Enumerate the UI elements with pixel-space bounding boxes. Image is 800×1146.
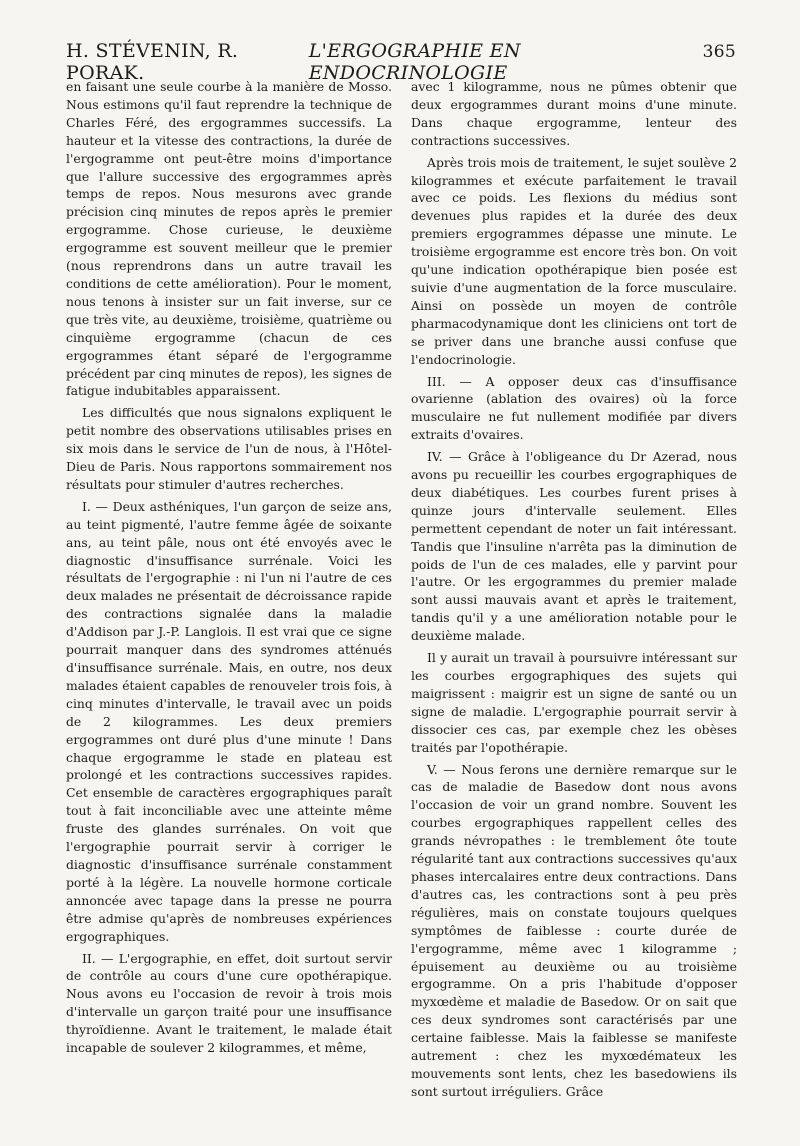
running-header <box>66 40 736 84</box>
header-authors: H. STÉVENIN, R. PORAK. <box>66 40 239 84</box>
paragraph: avec 1 kilogramme, nous ne pûmes obtenir que deux ergogrammes durant moins d'une minute. Dans chaque ergogramme, lenteur des contractions successives. <box>411 79 737 148</box>
right-column <box>411 78 737 1101</box>
paragraph: Les difficultés que nous signalons expliquent le petit nombre des observations utilisables prises en six mois dans le service de l'un de nous, à l'Hôtel-Dieu de Paris. Nous rapportons sommairement nos résultats pour stimuler d'autres recherches. <box>66 405 392 492</box>
paragraph: I. — Deux asthéniques, l'un garçon de seize ans, au teint pigmenté, l'autre femme âgée de soixante ans, au teint pâle, nous ont été envoyés avec le diagnostic d'insuffisance surrénale. Voici les résultats de l'ergographie : ni l'un ni l'autre de ces deux malades ne présentait de décroissance rapide des contractions signalée dans la maladie d'Addison par J.-P. Langlois. Il est vrai que ce signe pourrait manquer dans des syndromes atténués d'insuffisance surrénale. Mais, en outre, nos deux malades étaient capables de renouveler trois fois, à cinq minutes d'intervalle, le travail avec un poids de 2 kilogrammes. Les deux premiers ergogrammes ont duré plus d'une minute ! Dans chaque ergogramme le stade en plateau est prolongé et les contractions successives rapides. Cet ensemble de caractères ergographiques paraît tout à fait inconciliable avec une atteinte même fruste des glandes surrénales. On voit que l'ergographie pourrait servir à corriger le diagnostic d'insuffisance surrénale constamment porté à la légère. La nouvelle hormone corticale annoncée avec tapage dans la presse ne pourra être admise qu'après de nombreuses expériences ergographiques. <box>66 498 392 944</box>
paragraph: Il y aurait un travail à poursuivre intéressant sur les courbes ergographiques des sujets qui maigrissent : maigrir est un signe de santé ou un signe de maladie. L'ergographie pourrait servir à dissocier ces cas, par exemple chez les obèses traités par l'opothérapie. <box>411 650 737 755</box>
header-title: L'ERGOGRAPHIE EN ENDOCRINOLOGIE <box>308 40 521 84</box>
paragraph: III. — A opposer deux cas d'insuffisance ovarienne (ablation des ovaires) où la force musculaire ne fut nullement modifiée par divers extraits d'ovaires. <box>411 373 737 443</box>
paragraph: Après trois mois de traitement, le sujet soulève 2 kilogrammes et exécute parfaitement le travail avec ce poids. Les flexions du médius sont devenues plus rapides et la durée des deux premiers ergogrammes dépasse une minute. Le troisième ergogramme est encore très bon. On voit qu'une indication opothérapique bien posée est suivie d'une augmentation de la force musculaire. Ainsi on possède un moyen de contrôle pharmacodynamique dont les cliniciens ont tort de se priver dans une branche aussi confuse que l'endocrinologie. <box>411 154 737 367</box>
paragraph: en faisant une seule courbe à la manière de Mosso. Nous estimons qu'il faut reprendre la technique de Charles Féré, des ergogrammes successifs. La hauteur et la vitesse des contractions, la durée de l'ergogramme ont peut-être moins d'importance que l'allure successive des ergogrammes après temps de repos. Nous mesurons avec grande précision cinq minutes de repos après le premier ergogramme. Chose curieuse, le deuxième ergogramme est souvent meilleur que le premier (nous reprendrons dans un autre travail les conditions de cette amélioration). Pour le moment, nous tenons à insister sur un fait inverse, sur ce que très vite, au deuxième, troisième, quatrième ou cinquième ergogramme (chacun de ces ergogrammes étant séparé de l'ergogramme précédent par cinq minutes de repos), les signes de fatigue indubitables apparaissent. <box>66 79 392 399</box>
page-number: 365 <box>702 42 736 62</box>
paragraph: V. — Nous ferons une dernière remarque sur le cas de maladie de Basedow dont nous avons l'occasion de voir un grand nombre. Souvent les courbes ergographiques rappellent celles des grands névropathes : le tremblement ôte toute régularité tant aux contractions successives qu'aux phases intercalaires entre deux contractions. Dans d'autres cas, les contractions sont à peu près régulières, mais on constate toujours quelques symptômes de faiblesse : courte durée de l'ergogramme, même avec 1 kilogramme ; épuisement au deuxième ou au troisième ergogramme. On a pris l'habitude d'opposer myxœdème et maladie de Basedow. Or on sait que ces deux syndromes sont caractérisés par une certaine faiblesse. Mais la faiblesse se manifeste autrement : chez les myxœdémateux les mouvements sont lents, chez les basedowiens ils sont surtout irréguliers. Grâce <box>411 761 737 1099</box>
paragraph: II. — L'ergographie, en effet, doit surtout servir de contrôle au cours d'une cure opothérapique. Nous avons eu l'occasion de revoir à trois mois d'intervalle un garçon traité pour une insuffisance thyroïdienne. Avant le traitement, le malade était incapable de soulever 2 kilogrammes, et même, <box>66 950 392 1056</box>
paragraph: IV. — Grâce à l'obligeance du Dr Azerad, nous avons pu recueillir les courbes ergographiques de deux diabétiques. Les courbes furent prises à quinze jours d'intervalle seulement. Elles permettent cependant de noter un fait intéressant. Tandis que l'insuline n'arrêta pas la diminution de poids de l'un de ces malades, elle y parvint pour l'autre. Or les ergogrammes du premier malade sont aussi mauvais avant et après le traitement, tandis qu'il y a une amélioration notable pour le deuxième malade. <box>411 449 737 644</box>
left-column <box>66 78 392 1057</box>
